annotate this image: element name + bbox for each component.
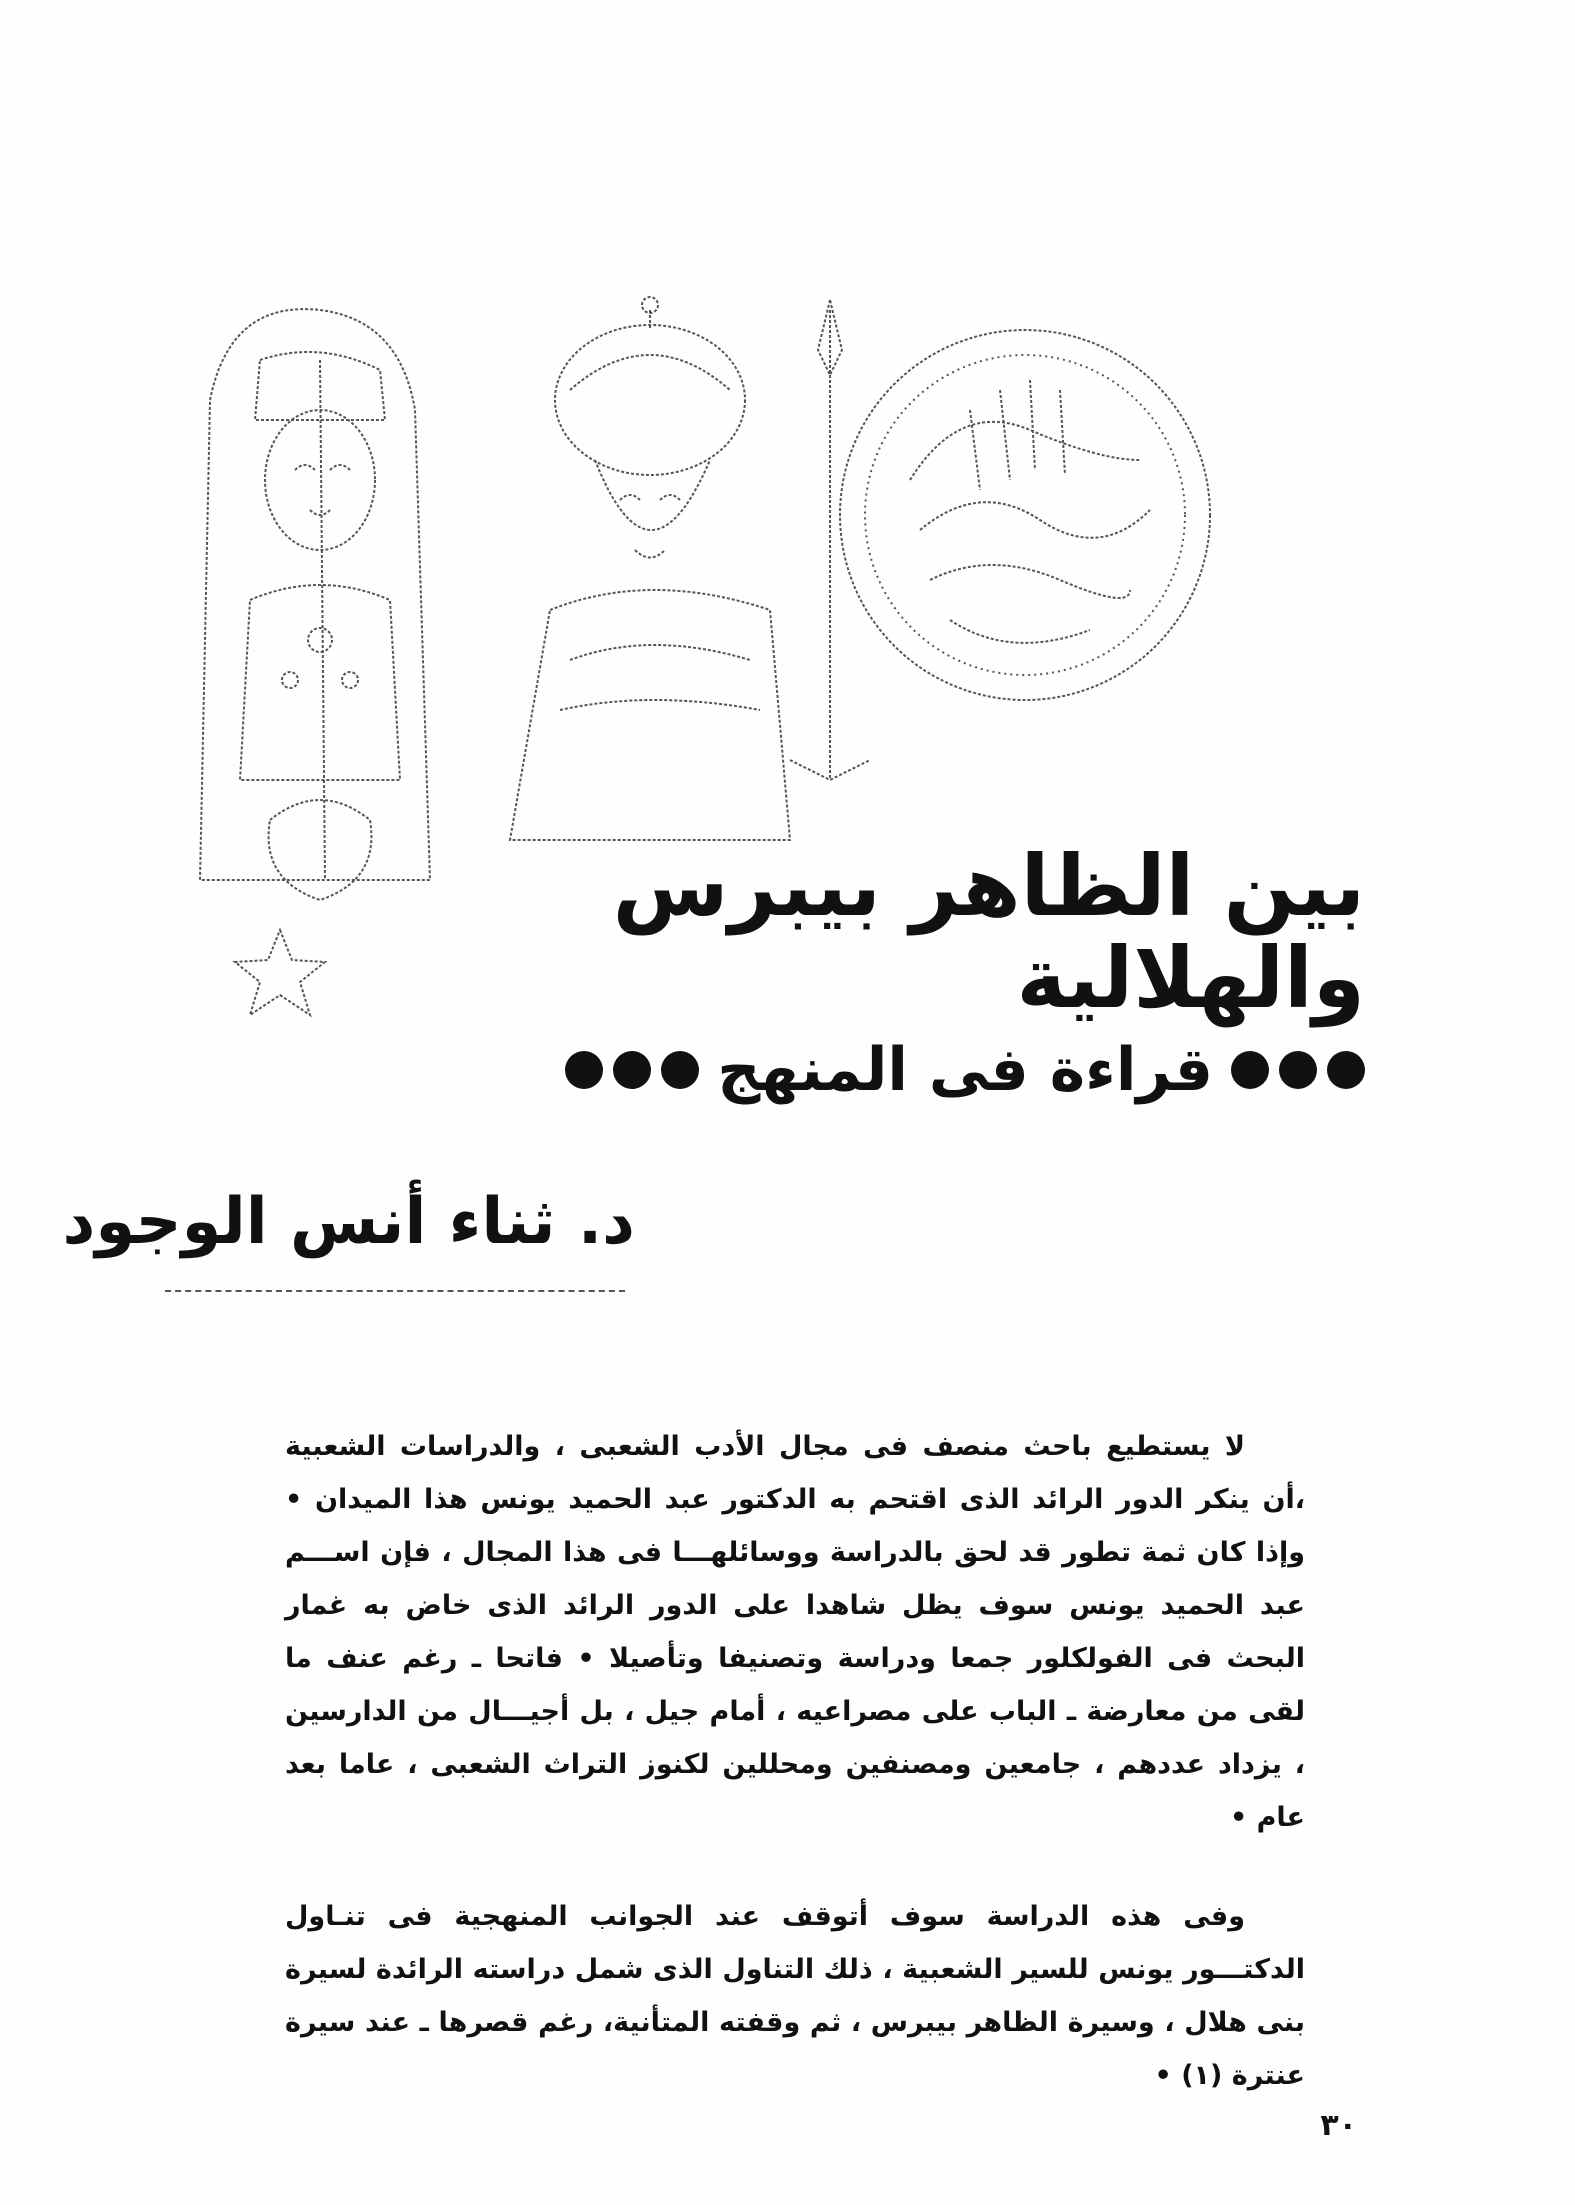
author-underline bbox=[165, 1290, 625, 1292]
warrior-figure-icon bbox=[510, 297, 790, 840]
body-paragraph: لا يستطيع باحث منصف فى مجال الأدب الشعبى ، والدراسات الشعبية ،أن ينكر الدور الرائد الذى اقتحم به الدكتور عبد الحميد يونس هذا الميدان • وإذا كان ثمة تطور قد لحق بالدراسة ووسائلهـــا فى هذا المجال ، فإن اســـم عبد الحميد يونس سوف يظل شاهدا على الدور الرائد الذى خاض به غمار البحث فى الفولكلور جمعا ودراسة وتصنيفا وتأصيلا • فاتحا ـ رغم عنف ما لقى من معارضة ـ الباب على مصراعيه ، أمام جيل ، بل أجيـــال من الدارسين ، يزداد عددهم ، جامعين ومصنفين ومحللين لكنوز التراث الشعبى ، عاما بعد عام • bbox=[285, 1431, 1305, 1833]
body-paragraph: وفى هذه الدراسة سوف أتوقف عند الجوانب المنهجية فى تنـاول الدكتـــور يونس للسير الشعبية ، ذلك التناول الذى شمل دراسته الرائدة لسيرة بنى هلال ، وسيرة الظاهر بيبرس ، ثم وقفته المتأنية، رغم قصرها ـ عند سيرة عنترة (١) • bbox=[285, 1901, 1305, 2091]
spear-icon bbox=[790, 300, 870, 780]
medallion-calligraphy-icon bbox=[840, 330, 1210, 700]
bullet-dots-right bbox=[1231, 1051, 1365, 1089]
article-title: بين الظاهر بيبرس والهلالية bbox=[612, 837, 1365, 1028]
page-number: ٣٠ bbox=[1320, 2108, 1357, 2143]
star-icon bbox=[235, 930, 325, 1015]
title-block bbox=[465, 837, 1365, 1105]
article-subtitle: قراءة فى المنهج bbox=[717, 1034, 1213, 1105]
bullet-dot-icon bbox=[1327, 1051, 1365, 1089]
bullet-dot-icon bbox=[565, 1051, 603, 1089]
bullet-dot-icon bbox=[1279, 1051, 1317, 1089]
article-author: د. ثناء أنس الوجود bbox=[62, 1185, 635, 1259]
bullet-dots-left bbox=[565, 1051, 699, 1089]
woman-figure-icon bbox=[200, 309, 430, 900]
subtitle-row bbox=[465, 1035, 1365, 1105]
bullet-dot-icon bbox=[613, 1051, 651, 1089]
bullet-dot-icon bbox=[1231, 1051, 1269, 1089]
article-body bbox=[285, 1420, 1305, 2148]
bullet-dot-icon bbox=[661, 1051, 699, 1089]
